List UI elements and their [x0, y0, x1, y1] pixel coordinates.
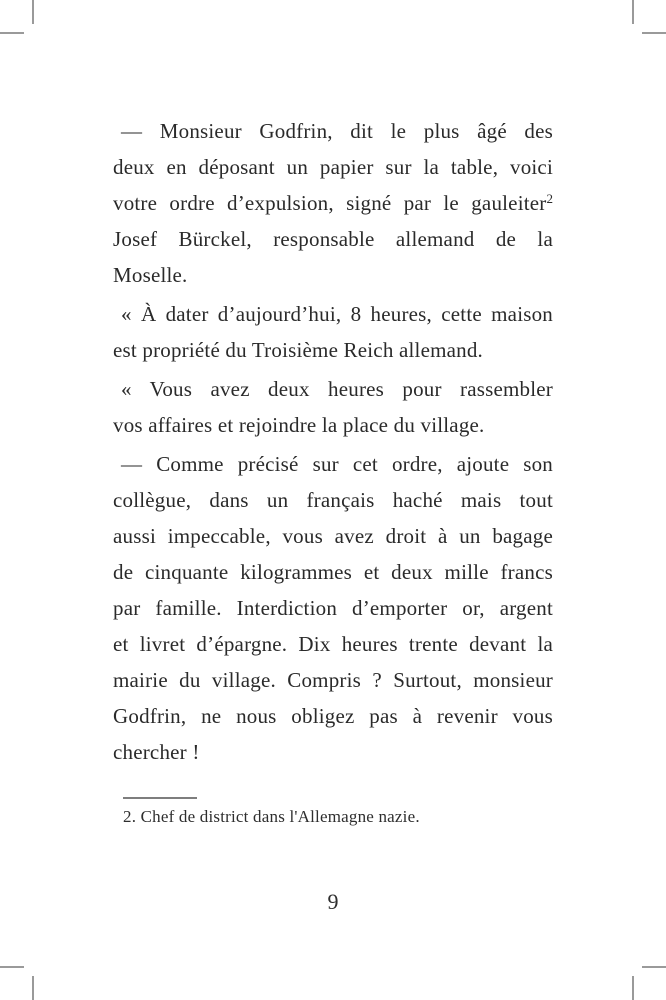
- body-line: de cinquante kilogrammes et deux mille francs: [113, 560, 553, 584]
- crop-mark-top-right-vertical: [632, 0, 634, 24]
- body-line: deux en déposant un papier sur la table, voici: [113, 155, 553, 179]
- body-line: — Comme précisé sur cet ordre, ajoute son: [121, 452, 553, 476]
- body-line: mairie du village. Compris ? Surtout, monsieur: [113, 668, 553, 692]
- body-line: aussi impeccable, vous avez droit à un bagage: [113, 524, 553, 548]
- body-line: collègue, dans un français haché mais tout: [113, 488, 553, 512]
- crop-mark-bottom-right-vertical: [632, 976, 634, 1000]
- body-line: « Vous avez deux heures pour rassembler: [121, 377, 553, 401]
- footnote-text: 2. Chef de district dans l'Allemagne nazie.: [123, 807, 420, 826]
- paragraph: [113, 446, 553, 770]
- footnote-separator-rule: [123, 797, 197, 799]
- body-line: Godfrin, ne nous obligez pas à revenir vous: [113, 704, 553, 728]
- crop-mark-bottom-right-horizontal: [642, 966, 666, 968]
- crop-mark-bottom-left-vertical: [32, 976, 34, 1000]
- paragraph: [113, 296, 553, 368]
- body-line: — Monsieur Godfrin, dit le plus âgé des: [121, 119, 553, 143]
- body-line: Josef Bürckel, responsable allemand de la: [113, 227, 553, 251]
- crop-mark-top-left-horizontal: [0, 32, 24, 34]
- page-number: 9: [327, 889, 339, 914]
- crop-mark-bottom-left-horizontal: [0, 966, 24, 968]
- footnote-reference-superscript: 2: [546, 191, 553, 206]
- body-line: chercher !: [113, 740, 200, 764]
- paragraph: [113, 113, 553, 293]
- body-line: et livret d’épargne. Dix heures trente devant la: [113, 632, 553, 656]
- body-text: [113, 113, 553, 770]
- footnote: [123, 797, 563, 828]
- paragraph: [113, 371, 553, 443]
- crop-mark-top-left-vertical: [32, 0, 34, 24]
- crop-mark-top-right-horizontal: [642, 32, 666, 34]
- body-line: par famille. Interdiction d’emporter or, argent: [113, 596, 553, 620]
- body-line: votre ordre d’expulsion, signé par le gauleiter$^2$: [113, 191, 553, 215]
- body-line: vos affaires et rejoindre la place du village.: [113, 413, 485, 437]
- body-line: est propriété du Troisième Reich allemand.: [113, 338, 483, 362]
- body-line: Moselle.: [113, 263, 188, 287]
- body-line: « À dater d’aujourd’hui, 8 heures, cette maison: [121, 302, 553, 326]
